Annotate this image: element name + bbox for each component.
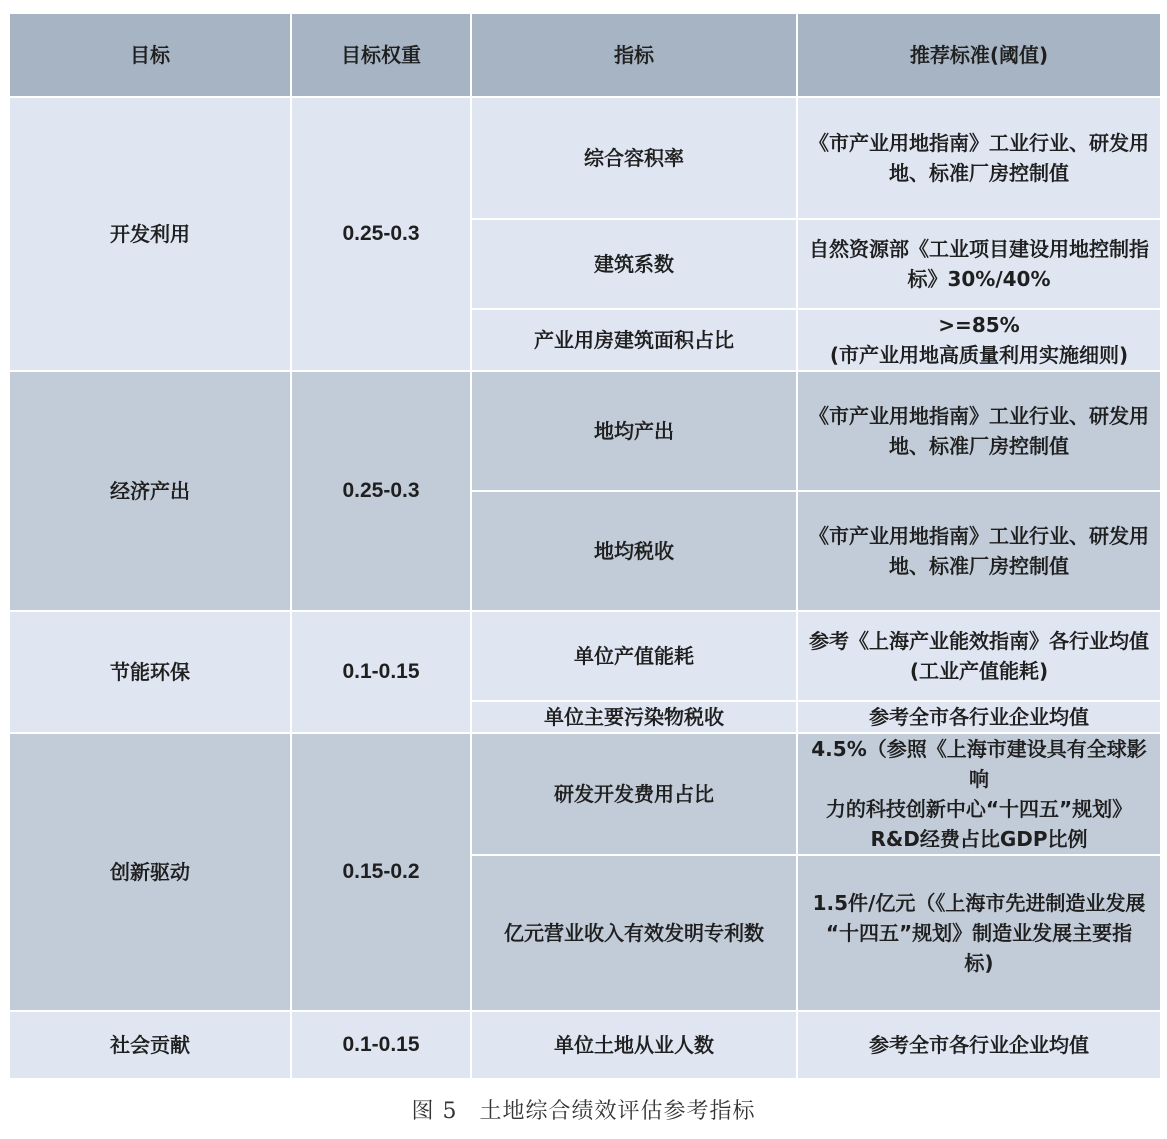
standard-line: (市产业用地高质量利用实施细则) — [829, 343, 1129, 367]
goal-cell: 开发利用 — [9, 97, 291, 371]
indicator-cell: 单位主要污染物税收 — [471, 701, 797, 733]
indicator-cell: 地均税收 — [471, 491, 797, 611]
weight-cell: 0.25-0.3 — [291, 371, 471, 611]
standard-cell — [797, 309, 1161, 371]
standard-line: (工业产值能耗) — [909, 659, 1049, 683]
figure-caption — [0, 1094, 1167, 1125]
standard-line: 1.5件/亿元（《上海市先进制造业发展 — [812, 891, 1146, 915]
standard-line: 参考《上海产业能效指南》各行业均值 — [809, 629, 1149, 653]
header-weight: 目标权重 — [291, 13, 471, 97]
standard-cell — [797, 855, 1161, 1011]
header-standard: 推荐标准(阈值) — [797, 13, 1161, 97]
goal-cell: 节能环保 — [9, 611, 291, 733]
standard-cell — [797, 701, 1161, 733]
indicator-table-container — [8, 12, 1160, 1080]
weight-cell: 0.1-0.15 — [291, 611, 471, 733]
figure-number: 图 5 — [411, 1099, 458, 1124]
indicator-cell: 地均产出 — [471, 371, 797, 491]
goal-cell: 创新驱动 — [9, 733, 291, 1011]
standard-line: 参考全市各行业企业均值 — [869, 1033, 1089, 1057]
table-row — [9, 97, 1161, 219]
standard-line: 《市产业用地指南》工业行业、研发用 — [809, 131, 1149, 155]
indicator-cell: 研发开发费用占比 — [471, 733, 797, 855]
figure-title: 土地综合绩效评估参考指标 — [479, 1099, 756, 1124]
indicator-cell: 亿元营业收入有效发明专利数 — [471, 855, 797, 1011]
indicator-cell: 产业用房建筑面积占比 — [471, 309, 797, 371]
table-row — [9, 611, 1161, 701]
standard-line: 地、标准厂房控制值 — [889, 554, 1069, 578]
standard-line: 自然资源部《工业项目建设用地控制指 — [809, 237, 1149, 261]
standard-line: 标) — [964, 951, 994, 975]
indicator-cell: 单位土地从业人数 — [471, 1011, 797, 1079]
standard-cell — [797, 1011, 1161, 1079]
weight-cell: 0.1-0.15 — [291, 1011, 471, 1079]
standard-line: 标》30%/40% — [907, 267, 1051, 291]
weight-cell: 0.25-0.3 — [291, 97, 471, 371]
standard-line: 力的科技创新中心“十四五”规划》 — [825, 797, 1133, 821]
standard-line: 4.5%（参照《上海市建设具有全球影响 — [811, 737, 1147, 791]
standard-line: 地、标准厂房控制值 — [889, 161, 1069, 185]
standard-cell — [797, 733, 1161, 855]
standard-cell — [797, 97, 1161, 219]
goal-cell: 社会贡献 — [9, 1011, 291, 1079]
standard-cell — [797, 371, 1161, 491]
standard-line: R&D经费占比GDP比例 — [870, 827, 1088, 851]
weight-cell: 0.15-0.2 — [291, 733, 471, 1011]
header-goal: 目标 — [9, 13, 291, 97]
table-row — [9, 733, 1161, 855]
standard-line: 《市产业用地指南》工业行业、研发用 — [809, 524, 1149, 548]
standard-cell — [797, 219, 1161, 309]
standard-line: 参考全市各行业企业均值 — [869, 705, 1089, 729]
standard-line: >=85% — [938, 313, 1020, 337]
table-row — [9, 1011, 1161, 1079]
standard-line: “十四五”规划》制造业发展主要指 — [825, 921, 1133, 945]
standard-line: 《市产业用地指南》工业行业、研发用 — [809, 404, 1149, 428]
indicator-table — [8, 12, 1162, 1080]
indicator-cell: 综合容积率 — [471, 97, 797, 219]
standard-line: 地、标准厂房控制值 — [889, 434, 1069, 458]
standard-cell — [797, 611, 1161, 701]
table-header-row — [9, 13, 1161, 97]
goal-cell: 经济产出 — [9, 371, 291, 611]
standard-cell — [797, 491, 1161, 611]
indicator-cell: 建筑系数 — [471, 219, 797, 309]
header-indicator: 指标 — [471, 13, 797, 97]
table-row — [9, 371, 1161, 491]
indicator-cell: 单位产值能耗 — [471, 611, 797, 701]
